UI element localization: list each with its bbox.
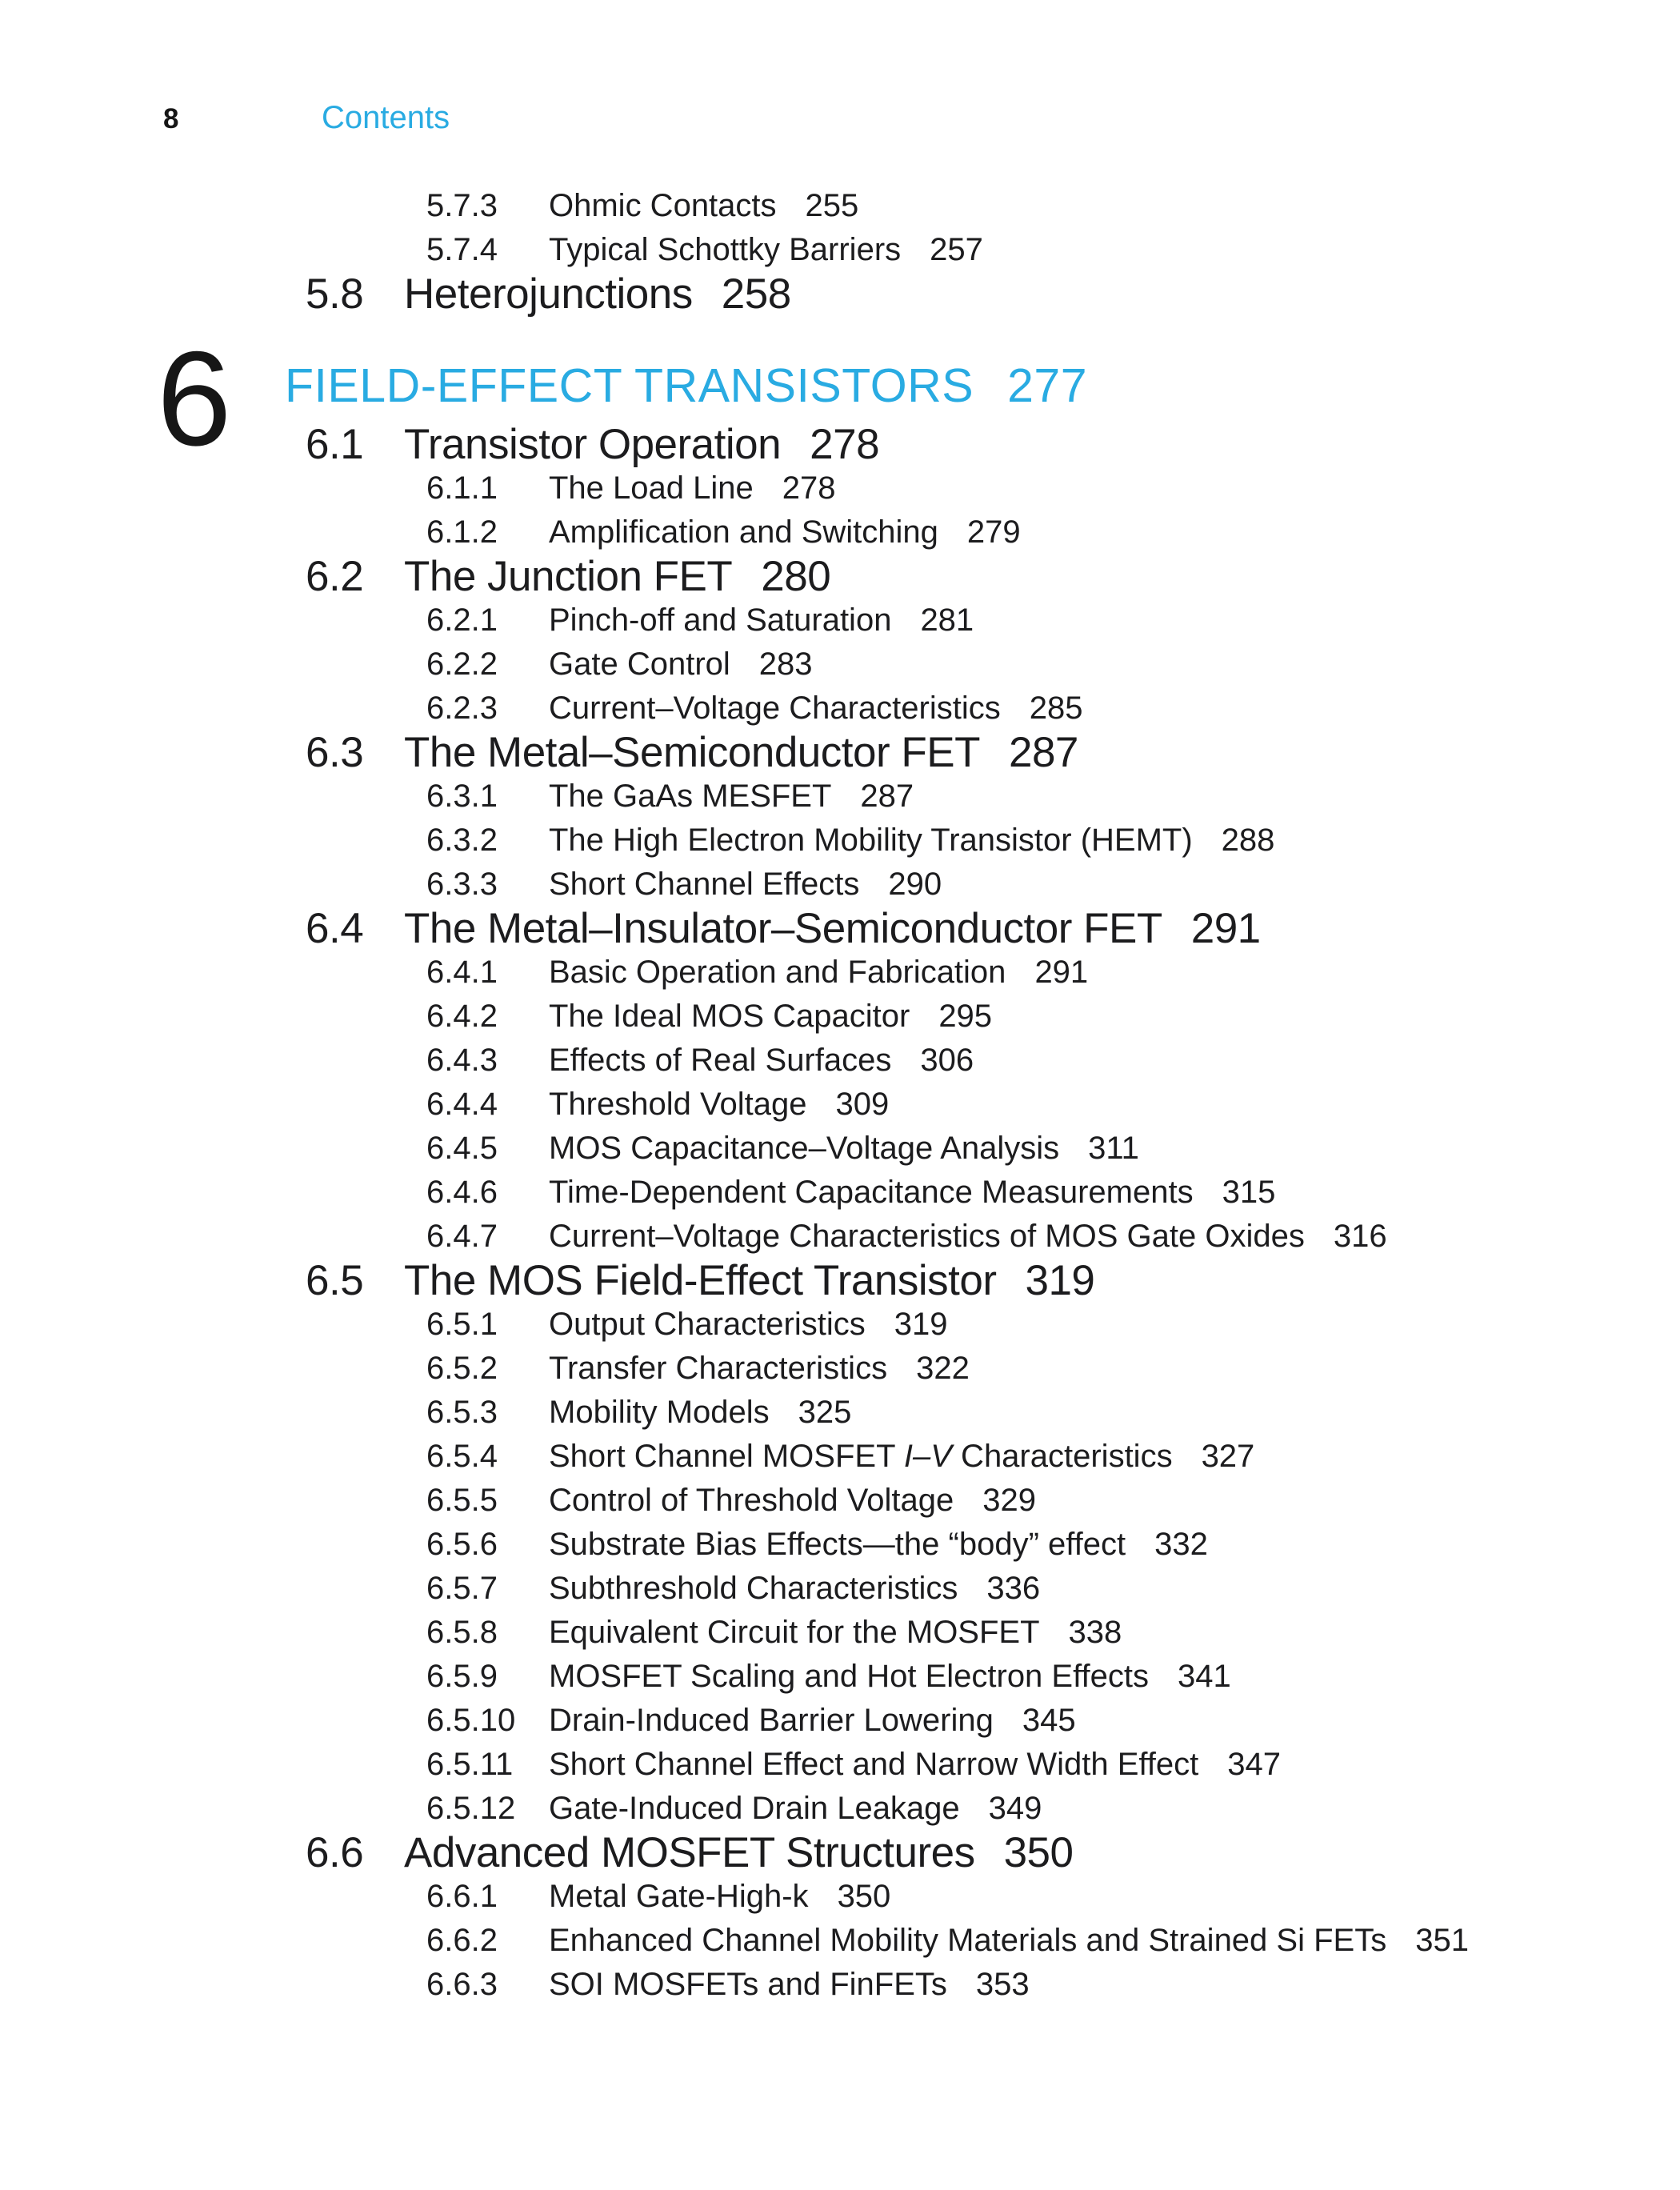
section-number: 6.5.12: [426, 1791, 516, 1826]
section-title: Pinch-off and Saturation: [549, 603, 892, 638]
chapter-heading: [285, 359, 1088, 412]
section-title: Basic Operation and Fabrication: [549, 955, 1006, 990]
chapter-page-number: 277: [1007, 359, 1088, 412]
toc-row: [0, 599, 1680, 643]
page-number: 327: [1201, 1439, 1255, 1474]
toc-row: [0, 1303, 1680, 1347]
section-number: 6.2.2: [426, 647, 498, 682]
section-title: Transfer Characteristics: [549, 1351, 888, 1386]
toc-row: [0, 1259, 1680, 1303]
page-number: 278: [782, 470, 836, 506]
running-head-page-number: 8: [163, 103, 179, 134]
page-number: 309: [835, 1087, 890, 1122]
section-number: 6.5.3: [426, 1395, 498, 1430]
section-title: Heterojunctions: [404, 270, 693, 318]
section-number: 6.4.6: [426, 1175, 498, 1210]
toc-row: [0, 995, 1680, 1039]
toc-row: [0, 422, 1680, 466]
toc-row: [0, 643, 1680, 687]
page-number: 341: [1177, 1659, 1231, 1694]
page-number: 255: [805, 188, 859, 223]
section-title: The Metal–Semiconductor FET: [404, 729, 980, 776]
page-number: 280: [761, 553, 831, 600]
section-title: Gate-Induced Drain Leakage: [549, 1791, 960, 1826]
section-title: Effects of Real Surfaces: [549, 1043, 892, 1078]
toc-row: [0, 1523, 1680, 1567]
section-number: 6.5.10: [426, 1703, 516, 1738]
section-title: Short Channel Effects: [549, 867, 860, 902]
toc-row: [0, 907, 1680, 951]
section-title: Short Channel Effect and Narrow Width Effect: [549, 1747, 1199, 1782]
toc-row: [0, 1479, 1680, 1523]
section-number: 6.3: [306, 729, 364, 776]
page-number: 279: [966, 514, 1021, 550]
page-number: 291: [1190, 905, 1261, 952]
toc-row: [0, 1963, 1680, 2007]
page-number: 325: [798, 1395, 852, 1430]
section-title: Ohmic Contacts: [549, 188, 777, 223]
toc-row: [0, 466, 1680, 510]
page-number: 315: [1222, 1175, 1276, 1210]
page-number: 316: [1333, 1219, 1387, 1254]
section-title: Output Characteristics: [549, 1307, 866, 1342]
page-number: 345: [1022, 1703, 1076, 1738]
section-number: 6.2: [306, 553, 364, 600]
page-number: 322: [916, 1351, 970, 1386]
toc-row: [0, 184, 1680, 228]
page-number: 281: [920, 603, 974, 638]
page-number: 287: [1008, 729, 1078, 776]
section-title: Metal Gate-High-k: [549, 1879, 809, 1914]
section-title: Drain-Induced Barrier Lowering: [549, 1703, 994, 1738]
page-number: 257: [930, 232, 983, 267]
section-number: 6.6.1: [426, 1879, 498, 1914]
page-number: 283: [758, 647, 813, 682]
section-number: 5.8: [306, 270, 364, 318]
section-number: 6.5.5: [426, 1483, 498, 1518]
section-title: Current–Voltage Characteristics: [549, 691, 1001, 726]
toc-row: [0, 1171, 1680, 1215]
toc-row: [0, 1435, 1680, 1479]
toc-row: [0, 272, 1680, 316]
toc-row: [0, 687, 1680, 731]
section-title: The High Electron Mobility Transistor (HEMT): [549, 823, 1193, 858]
section-number: 6.4.4: [426, 1087, 498, 1122]
toc-row: [0, 1391, 1680, 1435]
toc-row: [0, 819, 1680, 863]
section-title: Short Channel MOSFET I–V Characteristics: [549, 1439, 1173, 1474]
toc-row: [0, 1215, 1680, 1259]
section-title: Typical Schottky Barriers: [549, 232, 902, 267]
section-number: 6.4: [306, 905, 364, 952]
page-number: 291: [1034, 955, 1089, 990]
section-number: 6.5.7: [426, 1571, 498, 1606]
section-title: Substrate Bias Effects—the “body” effect: [549, 1527, 1126, 1562]
section-number: 6.4.5: [426, 1131, 498, 1166]
page-number: 295: [938, 999, 993, 1034]
section-number: 6.3.2: [426, 823, 498, 858]
section-number: 6.5.8: [426, 1615, 498, 1650]
section-number: 5.7.3: [426, 188, 498, 223]
toc-row: [0, 1743, 1680, 1787]
chapter-title: FIELD-EFFECT TRANSISTORS: [285, 359, 974, 412]
section-title: The Load Line: [549, 470, 754, 506]
toc-section-list: [0, 422, 1680, 2007]
section-title: Time-Dependent Capacitance Measurements: [549, 1175, 1194, 1210]
page-number: 285: [1029, 691, 1083, 726]
section-number: 6.4.3: [426, 1043, 498, 1078]
toc-row: [0, 1699, 1680, 1743]
section-number: 6.6.3: [426, 1967, 498, 2002]
page-number: 306: [920, 1043, 974, 1078]
section-title: Equivalent Circuit for the MOSFET: [549, 1615, 1040, 1650]
section-title: The GaAs MESFET: [549, 779, 832, 814]
section-title: The MOS Field-Effect Transistor: [404, 1257, 997, 1304]
page-number: 347: [1227, 1747, 1282, 1782]
toc-row: [0, 228, 1680, 272]
running-head-contents-label: Contents: [322, 100, 450, 135]
section-title: Threshold Voltage: [549, 1087, 807, 1122]
section-number: 6.4.7: [426, 1219, 498, 1254]
section-title: Amplification and Switching: [549, 514, 938, 550]
toc-row: [0, 775, 1680, 819]
page-number: 329: [982, 1483, 1036, 1518]
section-number: 6.2.3: [426, 691, 498, 726]
section-number: 6.3.1: [426, 779, 498, 814]
section-number: 6.2.1: [426, 603, 498, 638]
page-number: 336: [986, 1571, 1041, 1606]
toc-row: [0, 1787, 1680, 1831]
section-title: Enhanced Channel Mobility Materials and Strained Si FETs: [549, 1923, 1387, 1958]
section-number: 6.1.1: [426, 470, 498, 506]
toc-row: [0, 731, 1680, 775]
toc-row: [0, 1655, 1680, 1699]
section-number: 6.3.3: [426, 867, 498, 902]
toc-row: [0, 1875, 1680, 1919]
page-number: 338: [1068, 1615, 1122, 1650]
toc-row: [0, 1083, 1680, 1127]
section-title: MOS Capacitance–Voltage Analysis: [549, 1131, 1060, 1166]
page-number: 290: [888, 867, 942, 902]
page-number: 258: [721, 270, 791, 318]
section-number: 6.1.2: [426, 514, 498, 550]
section-title: Gate Control: [549, 647, 730, 682]
toc-row: [0, 1347, 1680, 1391]
section-title: The Ideal MOS Capacitor: [549, 999, 910, 1034]
chapter-number: 6: [157, 323, 232, 474]
section-number: 6.6.2: [426, 1923, 498, 1958]
page-number: 288: [1221, 823, 1275, 858]
page-number: 311: [1088, 1131, 1139, 1166]
section-number: 6.5: [306, 1257, 364, 1304]
section-title: Control of Threshold Voltage: [549, 1483, 954, 1518]
section-number: 6.5.9: [426, 1659, 498, 1694]
toc-row: [0, 555, 1680, 599]
toc-row: [0, 1127, 1680, 1171]
page-number: 350: [837, 1879, 891, 1914]
section-title: The Metal–Insulator–Semiconductor FET: [404, 905, 1162, 952]
toc-row: [0, 1611, 1680, 1655]
page-number: 319: [894, 1307, 948, 1342]
section-number: 5.7.4: [426, 232, 498, 267]
page-number: 287: [860, 779, 914, 814]
section-number: 6.5.2: [426, 1351, 498, 1386]
section-title: Current–Voltage Characteristics of MOS Gate Oxides: [549, 1219, 1305, 1254]
toc-row: [0, 1567, 1680, 1611]
toc-row: [0, 863, 1680, 907]
section-number: 6.1: [306, 421, 364, 468]
section-number: 6.5.1: [426, 1307, 498, 1342]
page-number: 332: [1154, 1527, 1208, 1562]
page-number: 319: [1025, 1257, 1095, 1304]
toc-row: [0, 510, 1680, 555]
page-number: 278: [810, 421, 880, 468]
page-number: 353: [975, 1967, 1030, 2002]
section-title: Advanced MOSFET Structures: [404, 1829, 975, 1876]
section-number: 6.5.11: [426, 1747, 514, 1782]
section-title: SOI MOSFETs and FinFETs: [549, 1967, 947, 2002]
page-number: 349: [988, 1791, 1042, 1826]
toc-row: [0, 1039, 1680, 1083]
section-number: 6.4.2: [426, 999, 498, 1034]
section-number: 6.5.6: [426, 1527, 498, 1562]
toc-row: [0, 951, 1680, 995]
section-title: Subthreshold Characteristics: [549, 1571, 958, 1606]
section-number: 6.6: [306, 1829, 364, 1876]
section-number: 6.5.4: [426, 1439, 498, 1474]
section-number: 6.4.1: [426, 955, 498, 990]
toc-row: [0, 1831, 1680, 1875]
section-title: Mobility Models: [549, 1395, 770, 1430]
toc-row: [0, 1919, 1680, 1963]
page-number: 351: [1415, 1923, 1469, 1958]
section-title: Transistor Operation: [404, 421, 782, 468]
page-number: 350: [1003, 1829, 1074, 1876]
section-title: MOSFET Scaling and Hot Electron Effects: [549, 1659, 1149, 1694]
section-title: The Junction FET: [404, 553, 733, 600]
toc-frontmatter-list: [0, 184, 1680, 316]
